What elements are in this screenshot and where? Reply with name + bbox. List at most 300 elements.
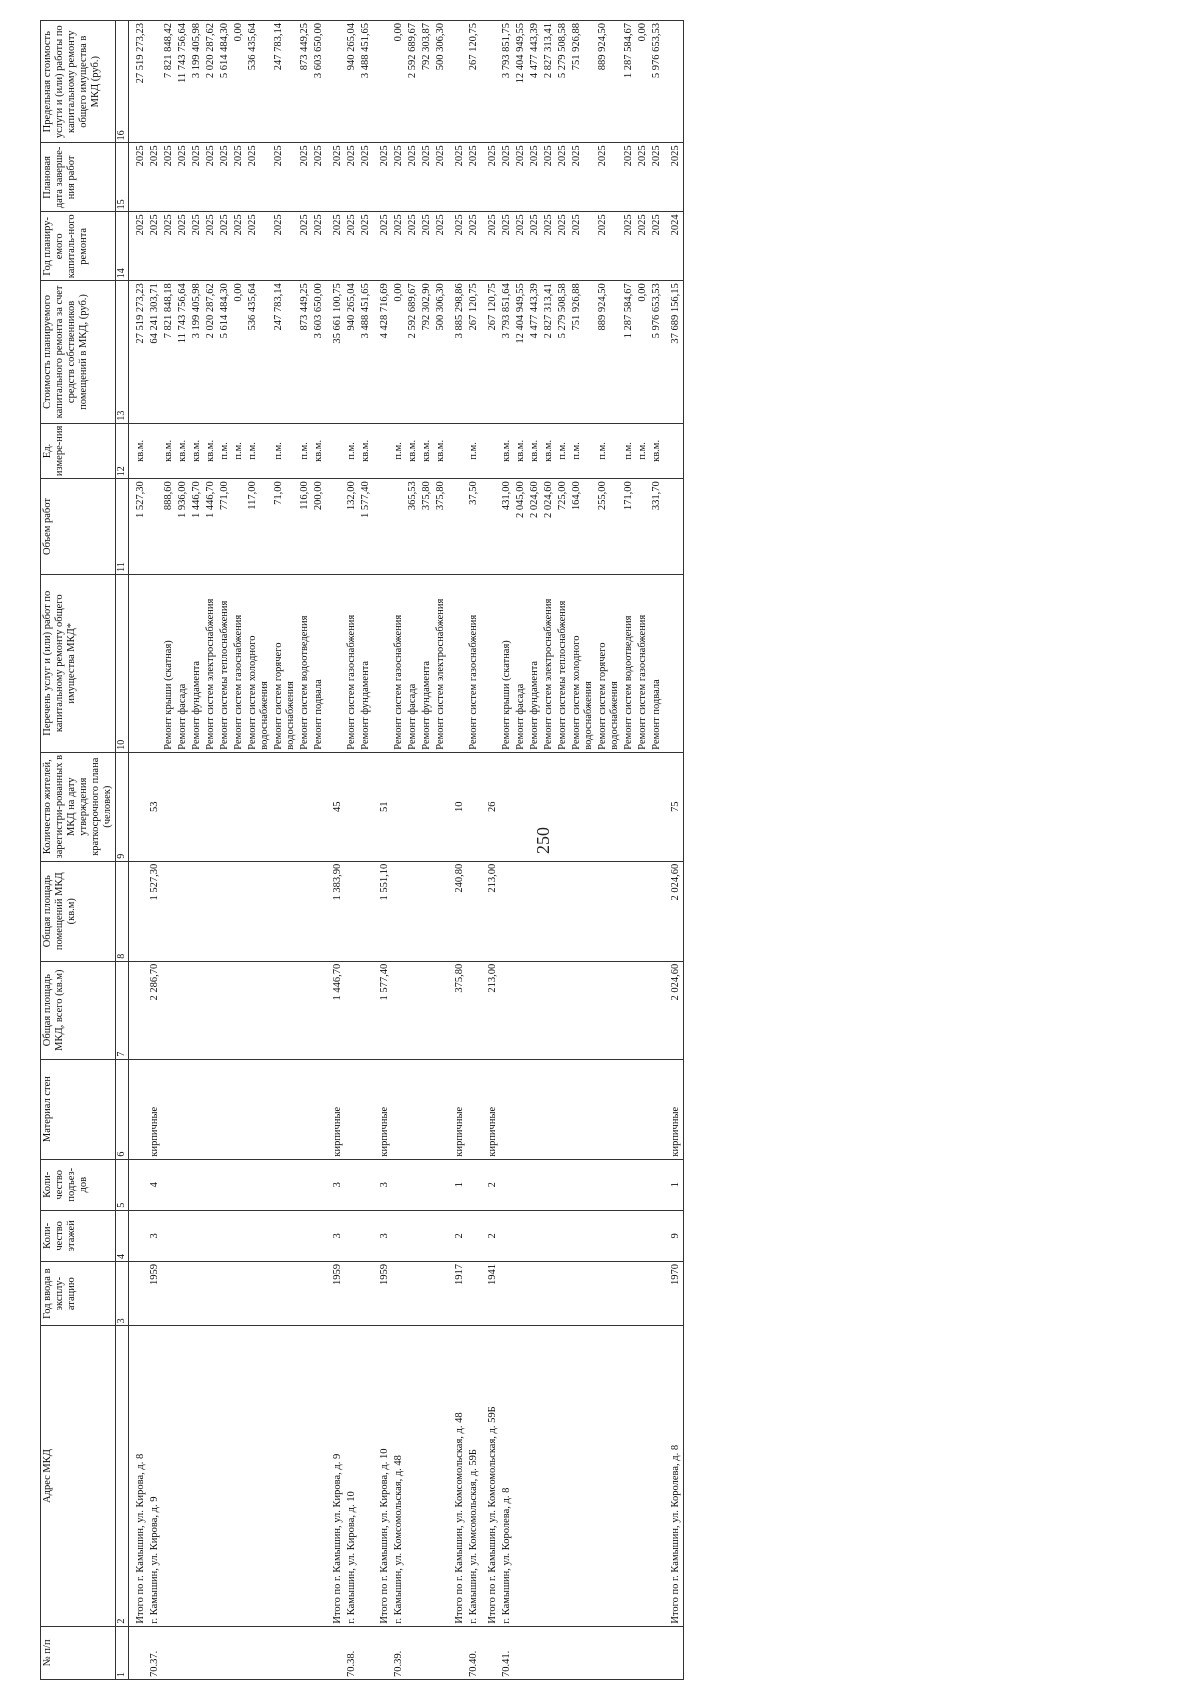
column-number-1: 1 [116,1626,129,1679]
cell-col-5 [650,1159,664,1210]
cell-col-4: 3 [373,1210,392,1261]
cell-col-8 [434,861,448,961]
cell-col-10: Ремонт систем газоснабжения [636,574,650,752]
cell-col-15: 2025 [176,143,190,212]
work-row [298,21,312,1680]
cell-col-16 [148,21,162,143]
cell-col-15: 2025 [434,143,448,212]
column-number-2: 2 [116,1326,129,1626]
cell-col-1 [176,1626,190,1679]
cell-col-11: 1 446,70 [190,479,204,575]
work-row [162,21,176,1680]
column-number-3: 3 [116,1261,129,1325]
cell-col-10 [664,574,684,752]
cell-col-2 [528,1326,542,1626]
cell-col-8 [542,861,556,961]
cell-col-11: 132,00 [345,479,359,575]
cell-col-14: 2025 [434,212,448,281]
cell-col-6 [467,1059,481,1159]
cell-col-5 [204,1159,218,1210]
cell-col-9 [246,752,272,861]
cell-col-1: 70.39. [392,1626,406,1679]
cell-col-12 [481,423,500,479]
cell-col-15: 2025 [514,143,528,212]
cell-col-9: 26 [481,752,500,861]
cell-col-8 [129,861,149,961]
cell-col-11: 37,50 [467,479,481,575]
cell-col-9 [650,752,664,861]
column-header-11: Объем работ [41,479,116,575]
cell-col-6 [528,1059,542,1159]
cell-col-4 [528,1210,542,1261]
cell-col-11 [326,479,345,575]
column-header-2: Адрес МКД [41,1326,116,1626]
cell-col-15: 2025 [148,143,162,212]
cell-col-8 [528,861,542,961]
cell-col-14: 2025 [392,212,406,281]
cell-col-16 [373,21,392,143]
cell-col-14: 2025 [272,212,298,281]
cell-col-6 [272,1059,298,1159]
cell-col-7 [298,961,312,1059]
cell-col-16: 4 477 443,39 [528,21,542,143]
cell-col-2 [556,1326,570,1626]
cell-col-15: 2025 [467,143,481,212]
cell-col-12: кв.м. [204,423,218,479]
cell-col-5: 2 [481,1159,500,1210]
cell-col-1 [326,1626,345,1679]
cell-col-4 [467,1210,481,1261]
cell-col-6: кирпичные [148,1059,162,1159]
cell-col-3 [650,1261,664,1325]
column-number-6: 6 [116,1059,129,1159]
cell-col-11: 117,00 [246,479,272,575]
cell-col-5 [570,1159,596,1210]
cell-col-10: Ремонт фундамента [420,574,434,752]
cell-col-5 [500,1159,514,1210]
cell-col-5 [162,1159,176,1210]
cell-col-8: 1 527,30 [148,861,162,961]
column-number-8: 8 [116,861,129,961]
cell-col-1 [556,1626,570,1679]
cell-col-13: 5 976 653,53 [650,281,664,423]
cell-col-9 [570,752,596,861]
cell-col-12: кв.м. [650,423,664,479]
cell-col-8 [246,861,272,961]
cell-col-11: 200,00 [312,479,326,575]
cell-col-1 [481,1626,500,1679]
cell-col-14: 2025 [406,212,420,281]
cell-col-12: п.м. [272,423,298,479]
cell-col-12: кв.м. [176,423,190,479]
cell-col-6: кирпичные [481,1059,500,1159]
work-row [406,21,420,1680]
cell-col-3 [434,1261,448,1325]
cell-col-3 [467,1261,481,1325]
cell-col-1: 70.41. [500,1626,514,1679]
cell-col-3 [570,1261,596,1325]
cell-col-7 [162,961,176,1059]
cell-col-10: Ремонт фундамента [359,574,373,752]
cell-col-1: 70.40. [467,1626,481,1679]
cell-col-9: 75 [664,752,684,861]
work-row [636,21,650,1680]
cell-col-2 [272,1326,298,1626]
column-header-12: Ед. измере-ния [41,423,116,479]
cell-col-12: п.м. [636,423,650,479]
cell-col-7 [406,961,420,1059]
cell-col-7 [420,961,434,1059]
cell-col-4 [218,1210,232,1261]
work-row [246,21,272,1680]
cell-col-4 [556,1210,570,1261]
column-header-6: Материал стен [41,1059,116,1159]
cell-col-9: 10 [448,752,467,861]
cell-col-6 [162,1059,176,1159]
cell-col-5 [218,1159,232,1210]
cell-col-6 [542,1059,556,1159]
cell-col-14: 2025 [528,212,542,281]
column-header-3: Год ввода в эксплу-атацию [41,1261,116,1325]
cell-col-8 [650,861,664,961]
cell-col-16: 247 783,14 [272,21,298,143]
cell-col-5 [246,1159,272,1210]
cell-col-14: 2025 [500,212,514,281]
cell-col-2 [359,1326,373,1626]
cell-col-14: 2025 [596,212,622,281]
cell-col-1 [406,1626,420,1679]
cell-col-16: 27 519 273,23 [129,21,149,143]
cell-col-13: 940 265,04 [345,281,359,423]
work-row [528,21,542,1680]
cell-col-11: 71,00 [272,479,298,575]
cell-col-3 [312,1261,326,1325]
column-header-15: Плановая дата заверше-ния работ [41,143,116,212]
cell-col-13: 7 821 848,18 [162,281,176,423]
column-header-9: Количество жителей, зарегистри-рованных в МКД на дату утверждения краткосрочного плана (человек) [41,752,116,861]
cell-col-11 [232,479,246,575]
cell-col-15: 2025 [420,143,434,212]
cell-col-11: 771,00 [218,479,232,575]
cell-col-5 [434,1159,448,1210]
cell-col-11: 255,00 [596,479,622,575]
column-number-5: 5 [116,1159,129,1210]
table-header [41,21,129,1680]
cell-col-10: Ремонт систем водоотведения [622,574,636,752]
work-row [596,21,622,1680]
work-row [650,21,664,1680]
cell-col-4 [636,1210,650,1261]
cell-col-2 [298,1326,312,1626]
cell-col-13: 3 885 298,86 [448,281,467,423]
cell-col-8 [190,861,204,961]
cell-col-2: Итого по г. Камышин, ул. Королева, д. 8 [664,1326,684,1626]
cell-col-1 [312,1626,326,1679]
cell-col-5: 3 [326,1159,345,1210]
cell-col-8 [570,861,596,961]
cell-col-16 [448,21,467,143]
cell-col-13: 536 435,64 [246,281,272,423]
cell-col-3 [204,1261,218,1325]
cell-col-7: 2 286,70 [148,961,162,1059]
cell-col-16: 12 404 949,55 [514,21,528,143]
cell-col-3 [218,1261,232,1325]
cell-col-11: 2 024,60 [528,479,542,575]
cell-col-14: 2025 [345,212,359,281]
cell-col-3 [556,1261,570,1325]
cell-col-9 [312,752,326,861]
cell-col-9 [514,752,528,861]
cell-col-4: 3 [148,1210,162,1261]
cell-col-9 [556,752,570,861]
cell-col-16: 2 827 313,41 [542,21,556,143]
cell-col-14: 2025 [481,212,500,281]
cell-col-10 [481,574,500,752]
cell-col-8 [162,861,176,961]
cell-col-11 [448,479,467,575]
cell-col-9 [298,752,312,861]
cell-col-1 [129,1626,149,1679]
cell-col-4 [542,1210,556,1261]
work-row [622,21,636,1680]
cell-col-13: 247 783,14 [272,281,298,423]
total-row [664,21,684,1680]
cell-col-5: 1 [448,1159,467,1210]
work-row [420,21,434,1680]
cell-col-7 [542,961,556,1059]
cell-col-4 [596,1210,622,1261]
cell-col-12 [448,423,467,479]
cell-col-10 [148,574,162,752]
cell-col-16: 7 821 848,42 [162,21,176,143]
cell-col-16: 267 120,75 [467,21,481,143]
cell-col-4 [246,1210,272,1261]
cell-col-4 [359,1210,373,1261]
cell-col-3 [406,1261,420,1325]
cell-col-15: 2025 [218,143,232,212]
cell-col-4 [434,1210,448,1261]
cell-col-13: 1 287 584,67 [622,281,636,423]
cell-col-2: Итого по г. Камышин, ул. Кирова, д. 10 [373,1326,392,1626]
total-row [129,21,149,1680]
cell-col-14: 2025 [190,212,204,281]
cell-col-5 [232,1159,246,1210]
cell-col-7 [500,961,514,1059]
cell-col-15: 2025 [650,143,664,212]
cell-col-9 [500,752,514,861]
cell-col-13: 3 793 851,64 [500,281,514,423]
cell-col-16: 5 614 484,30 [218,21,232,143]
cell-col-5 [622,1159,636,1210]
cell-col-1 [448,1626,467,1679]
cell-col-11: 116,00 [298,479,312,575]
cell-col-6 [218,1059,232,1159]
cell-col-6 [345,1059,359,1159]
cell-col-4 [176,1210,190,1261]
cell-col-13: 751 926,88 [570,281,596,423]
cell-col-3: 1959 [373,1261,392,1325]
column-number-13: 13 [116,281,129,423]
cell-col-5 [272,1159,298,1210]
cell-col-3 [272,1261,298,1325]
cell-col-16 [664,21,684,143]
cell-col-16: 536 435,64 [246,21,272,143]
cell-col-11: 725,00 [556,479,570,575]
cell-col-14: 2025 [359,212,373,281]
cell-col-5 [312,1159,326,1210]
cell-col-16: 3 603 650,00 [312,21,326,143]
column-header-4: Коли-чество этажей [41,1210,116,1261]
cell-col-10: Ремонт крыши (скатная) [500,574,514,752]
cell-col-9 [162,752,176,861]
cell-col-13: 5 614 484,30 [218,281,232,423]
cell-col-5 [514,1159,528,1210]
cell-col-8 [467,861,481,961]
cell-col-9 [528,752,542,861]
cell-col-2 [218,1326,232,1626]
cell-col-16: 889 924,50 [596,21,622,143]
cell-col-4 [232,1210,246,1261]
cell-col-10: Ремонт систем горячего водоснабжения [272,574,298,752]
cell-col-9 [420,752,434,861]
cell-col-6 [596,1059,622,1159]
cell-col-7 [570,961,596,1059]
cell-col-7 [556,961,570,1059]
cell-col-12 [664,423,684,479]
cell-col-8: 240,80 [448,861,467,961]
cell-col-9 [232,752,246,861]
cell-col-6 [190,1059,204,1159]
cell-col-3: 1917 [448,1261,467,1325]
cell-col-6 [420,1059,434,1159]
cell-col-13: 2 592 689,67 [406,281,420,423]
cell-col-13: 500 306,30 [434,281,448,423]
cell-col-6 [406,1059,420,1159]
cell-col-10: Ремонт фундамента [528,574,542,752]
cell-col-10 [326,574,345,752]
cell-col-14: 2025 [232,212,246,281]
cell-col-2 [434,1326,448,1626]
cell-col-3 [596,1261,622,1325]
cell-col-2: г. Камышин, ул. Комсомольская, д. 59Б [467,1326,481,1626]
cell-col-6 [129,1059,149,1159]
cell-col-4 [420,1210,434,1261]
cell-col-7 [204,961,218,1059]
cell-col-10: Ремонт систем газоснабжения [467,574,481,752]
cell-col-3 [162,1261,176,1325]
cell-col-10: Ремонт фасада [406,574,420,752]
cell-col-5 [528,1159,542,1210]
cell-col-8 [272,861,298,961]
cell-col-6: кирпичные [664,1059,684,1159]
cell-col-10: Ремонт систем электроснабжения [204,574,218,752]
cell-col-3: 1959 [148,1261,162,1325]
cell-col-6 [622,1059,636,1159]
cell-col-16: 3 793 851,75 [500,21,514,143]
work-row [176,21,190,1680]
cell-col-13: 873 449,25 [298,281,312,423]
cell-col-13: 2 020 287,62 [204,281,218,423]
cell-col-9 [596,752,622,861]
cell-col-14: 2025 [129,212,149,281]
cell-col-10: Ремонт систем газоснабжения [392,574,406,752]
total-row [481,21,500,1680]
cell-col-14: 2025 [514,212,528,281]
cell-col-1 [622,1626,636,1679]
cell-col-15: 2025 [556,143,570,212]
capital-repair-plan-sheet [40,20,1180,1680]
cell-col-4: 9 [664,1210,684,1261]
cell-col-2 [232,1326,246,1626]
column-header-8: Общая площадь помещений МКД (кв.м) [41,861,116,961]
total-row [373,21,392,1680]
cell-col-4 [514,1210,528,1261]
cell-col-1 [190,1626,204,1679]
cell-col-1 [373,1626,392,1679]
address-row [467,21,481,1680]
page-number: 250 [533,827,553,854]
cell-col-15: 2025 [312,143,326,212]
cell-col-8 [514,861,528,961]
cell-col-1 [162,1626,176,1679]
cell-col-15: 2025 [204,143,218,212]
cell-col-1 [664,1626,684,1679]
cell-col-7 [218,961,232,1059]
cell-col-2: Итого по г. Камышин, ул. Комсомольская, д. 59Б [481,1326,500,1626]
cell-col-12: п.м. [218,423,232,479]
cell-col-4 [162,1210,176,1261]
cell-col-6: кирпичные [326,1059,345,1159]
cell-col-13: 27 519 273,23 [129,281,149,423]
work-row [312,21,326,1680]
cell-col-4 [129,1210,149,1261]
cell-col-3 [514,1261,528,1325]
cell-col-14: 2025 [467,212,481,281]
cell-col-12: п.м. [467,423,481,479]
cell-col-8 [359,861,373,961]
cell-col-13: 889 924,50 [596,281,622,423]
cell-col-16: 1 287 584,67 [622,21,636,143]
cell-col-9: 51 [373,752,392,861]
cell-col-15: 2025 [129,143,149,212]
cell-col-3 [542,1261,556,1325]
cell-col-6 [312,1059,326,1159]
cell-col-1 [528,1626,542,1679]
cell-col-6: кирпичные [448,1059,467,1159]
cell-col-8 [406,861,420,961]
cell-col-13: 4 477 443,39 [528,281,542,423]
cell-col-8 [596,861,622,961]
cell-col-5: 3 [373,1159,392,1210]
cell-col-13: 3 488 451,65 [359,281,373,423]
cell-col-13: 267 120,75 [467,281,481,423]
cell-col-10: Ремонт систем газоснабжения [232,574,246,752]
cell-col-6 [556,1059,570,1159]
cell-col-16 [481,21,500,143]
cell-col-7 [232,961,246,1059]
cell-col-12: кв.м. [359,423,373,479]
cell-col-2 [650,1326,664,1626]
cell-col-3 [232,1261,246,1325]
work-row [542,21,556,1680]
cell-col-10: Ремонт подвала [650,574,664,752]
cell-col-8: 2 024,60 [664,861,684,961]
cell-col-5 [129,1159,149,1210]
work-row [204,21,218,1680]
column-number-7: 7 [116,961,129,1059]
cell-col-7 [312,961,326,1059]
cell-col-11: 888,60 [162,479,176,575]
